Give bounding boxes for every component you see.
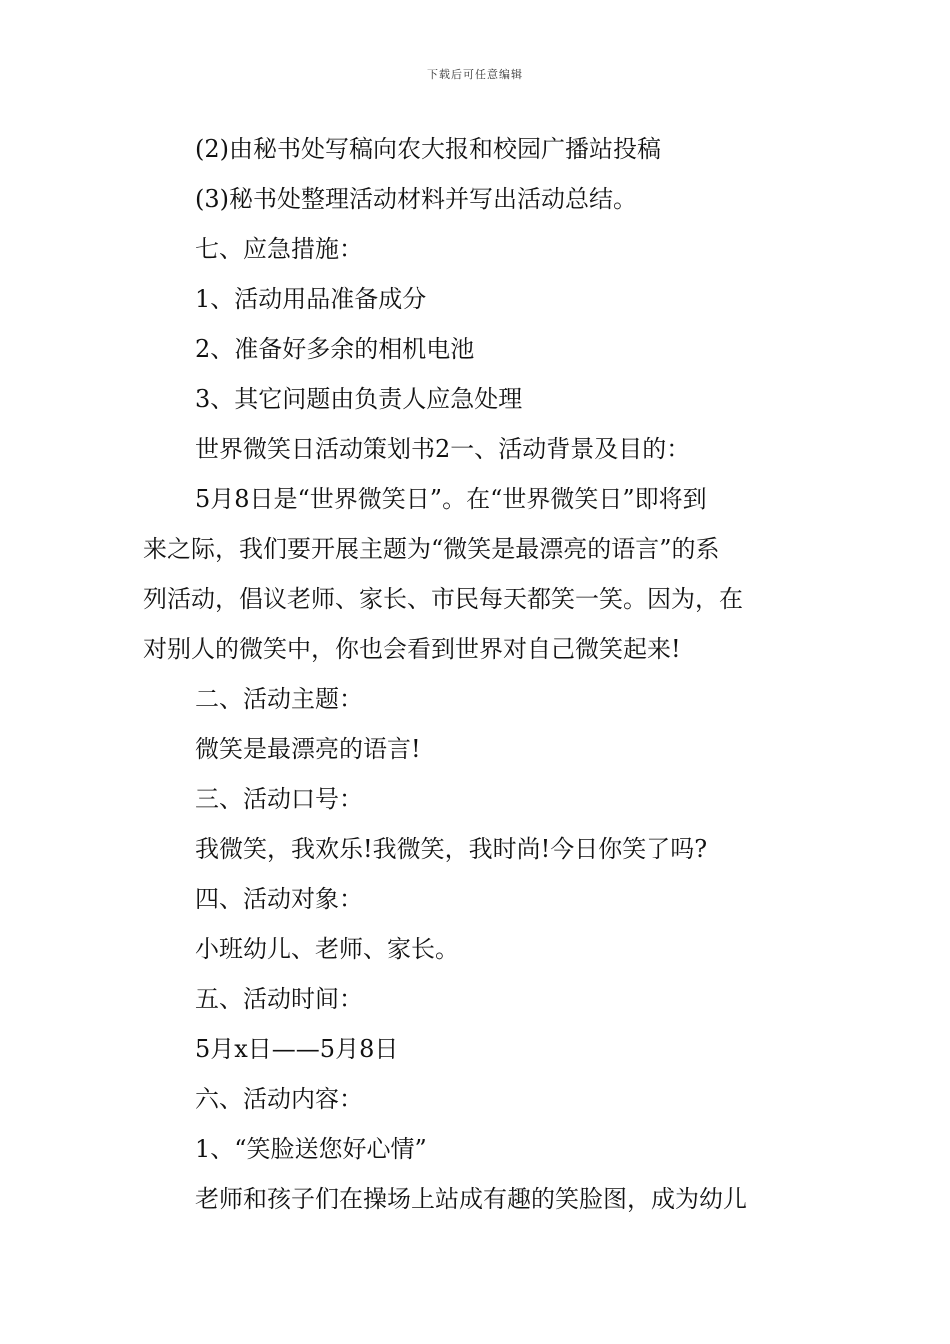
text-line: 5月x日——5月8日 <box>195 1035 399 1063</box>
paragraph-line: 来之际，我们要开展主题为“微笑是最漂亮的语言”的系 <box>143 535 720 563</box>
text-line: 1、活动用品准备成分 <box>195 285 427 313</box>
paragraph-line: 列活动，倡议老师、家长、市民每天都笑一笑。因为，在 <box>143 585 743 613</box>
text-line: 3、其它问题由负责人应急处理 <box>195 385 523 413</box>
text-line: 小班幼儿、老师、家长。 <box>195 935 459 963</box>
text-line: 1、“笑脸送您好心情” <box>195 1135 427 1163</box>
section-heading: 七、应急措施： <box>195 235 363 263</box>
section-heading: 世界微笑日活动策划书2一、活动背景及目的： <box>195 435 691 463</box>
page-header: 下载后可任意编辑 <box>427 68 523 81</box>
text-line: (3)秘书处整理活动材料并写出活动总结。 <box>195 185 637 213</box>
section-heading: 六、活动内容： <box>195 1085 363 1113</box>
text-line: 我微笑，我欢乐!我微笑，我时尚!今日你笑了吗? <box>195 835 708 863</box>
paragraph-line: 对别人的微笑中，你也会看到世界对自己微笑起来! <box>143 635 681 663</box>
text-line: (2)由秘书处写稿向农大报和校园广播站投稿 <box>195 135 661 163</box>
section-heading: 二、活动主题： <box>195 685 363 713</box>
text-line: 微笑是最漂亮的语言! <box>195 735 421 763</box>
text-line: 2、准备好多余的相机电池 <box>195 335 475 363</box>
section-heading: 五、活动时间： <box>195 985 363 1013</box>
paragraph-line: 5月8日是“世界微笑日”。在“世界微笑日”即将到 <box>195 485 707 513</box>
section-heading: 三、活动口号： <box>195 785 363 813</box>
section-heading: 四、活动对象： <box>195 885 363 913</box>
paragraph-line: 老师和孩子们在操场上站成有趣的笑脸图，成为幼儿 <box>195 1185 747 1213</box>
